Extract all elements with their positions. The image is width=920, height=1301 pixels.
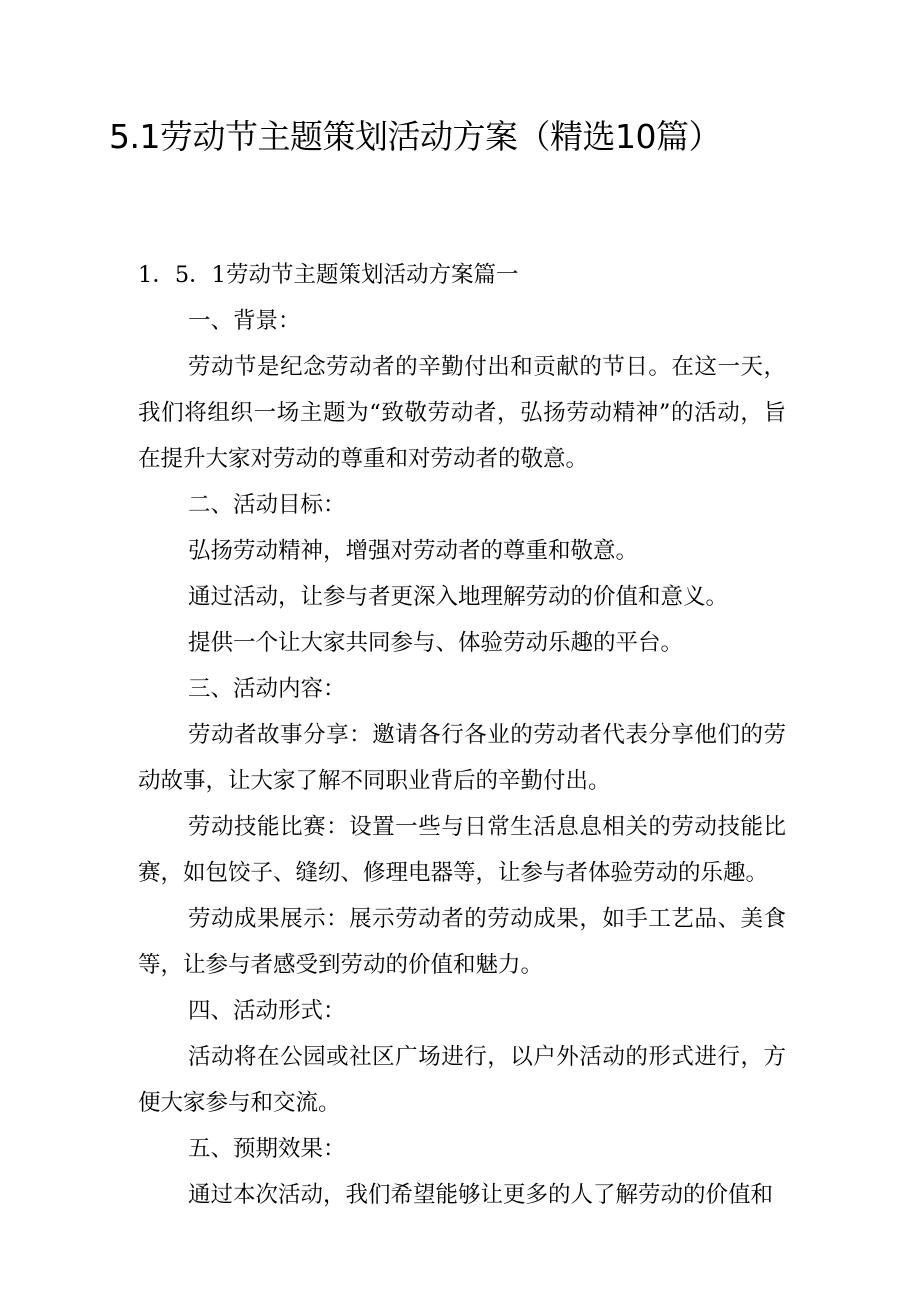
paragraph-content-3: 劳动成果展示：展示劳动者的劳动成果，如手工艺品、美食等，让参与者感受到劳动的价值和魅力。	[138, 906, 786, 978]
paragraph-background: 劳动节是纪念劳动者的辛勤付出和贡献的节日。在这一天，我们将组织一场主题为“致敬劳动者，弘扬劳动精神”的活动，旨在提升大家对劳动的尊重和对劳动者的敬意。	[138, 354, 786, 472]
document-body	[138, 252, 786, 1218]
heading-background: 一、背景：	[188, 308, 301, 334]
heading-goals: 二、活动目标：	[188, 492, 346, 518]
paragraph-goal-1: 弘扬劳动精神，增强对劳动者的尊重和敬意。	[188, 538, 639, 564]
paragraph-content-1: 劳动者故事分享：邀请各行各业的劳动者代表分享他们的劳动故事，让大家了解不同职业背后的辛勤付出。	[138, 722, 786, 794]
heading-content: 三、活动内容：	[188, 676, 346, 702]
paragraph-content-2: 劳动技能比赛：设置一些与日常生活息息相关的劳动技能比赛，如包饺子、缝纫、修理电器等，让参与者体验劳动的乐趣。	[138, 814, 786, 886]
paragraph-form-1: 活动将在公园或社区广场进行，以户外活动的形式进行，方便大家参与和交流。	[138, 1044, 786, 1116]
document-title: 5.1劳动节主题策划活动方案（精选10篇）	[109, 117, 721, 156]
paragraph-goal-2: 通过活动，让参与者更深入地理解劳动的价值和意义。	[188, 584, 729, 610]
heading-form: 四、活动形式：	[188, 998, 346, 1024]
paragraph-goal-3: 提供一个让大家共同参与、体验劳动乐趣的平台。	[188, 630, 684, 656]
heading-effect: 五、预期效果：	[188, 1136, 346, 1162]
paragraph-effect-1: 通过本次活动，我们希望能够让更多的人了解劳动的价值和	[188, 1182, 774, 1208]
section-heading: 1．5．1劳动节主题策划活动方案篇一	[138, 262, 519, 288]
